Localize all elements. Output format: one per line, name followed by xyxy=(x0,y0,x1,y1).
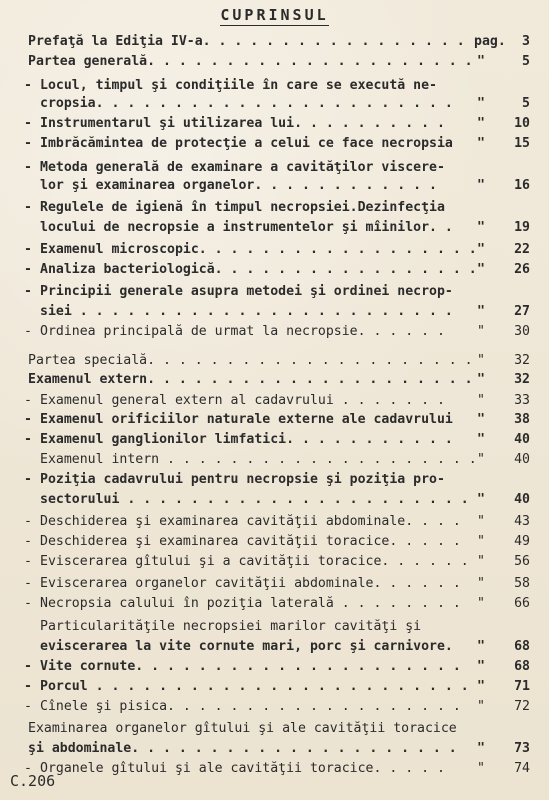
toc-entry-dash: - xyxy=(24,432,32,447)
toc-entry xyxy=(0,114,549,134)
toc-entry-mark: " xyxy=(477,412,485,427)
toc-entry-dash: - xyxy=(24,78,32,93)
toc-entry-page-number: 30 xyxy=(514,324,530,339)
toc-entry-mark: " xyxy=(477,741,485,756)
toc-entry xyxy=(0,430,549,450)
toc-entry xyxy=(0,739,549,759)
toc-entry-page-number: 68 xyxy=(514,659,530,674)
toc-entry-text: Particularităţile necropsiei marilor cavităţi şi xyxy=(40,619,422,634)
toc-entry xyxy=(0,198,549,218)
toc-entry-page-number: 40 xyxy=(514,492,530,507)
toc-entry-mark: " xyxy=(477,554,485,569)
toc-entry-dash: - xyxy=(24,116,32,131)
toc-entry xyxy=(0,302,549,322)
toc-entry-mark: pag. xyxy=(474,34,506,49)
toc-entry-mark: " xyxy=(477,576,485,591)
toc-entry-text: Examenul ganglionilor limfatici. . . . . . . . . . . xyxy=(40,432,453,447)
toc-entry-dash: - xyxy=(24,136,32,151)
toc-entry-page-number: 27 xyxy=(514,304,530,319)
toc-entry-page-number: 15 xyxy=(514,136,530,151)
toc-entry-page-number: 72 xyxy=(514,699,530,714)
toc-entry-mark: " xyxy=(477,534,485,549)
toc-entry-dash: - xyxy=(24,534,32,549)
toc-title-text: CUPRINSUL xyxy=(220,6,329,24)
toc-entry-text: Organele gîtului şi ale cavităţii toracice. . . . . xyxy=(40,761,445,776)
toc-entry-mark: " xyxy=(477,679,485,694)
toc-entry xyxy=(0,76,549,96)
toc-entry xyxy=(0,574,549,594)
toc-entry xyxy=(0,322,549,342)
toc-entry-text: Necropsia calului în poziţia laterală . . . . . . . . xyxy=(40,596,461,611)
toc-entry xyxy=(0,158,549,178)
toc-entry-text: Eviscerarea organelor cavităţii abdominale. . . . . . xyxy=(40,576,461,591)
toc-entry-mark: " xyxy=(477,324,485,339)
toc-entry-page-number: 26 xyxy=(514,262,530,277)
toc-entry-dash: - xyxy=(24,160,32,175)
toc-entry-text: Vite cornute. . . . . . . . . . . . . . . . . . . . . xyxy=(40,659,461,674)
toc-entry-text: şi abdominale. . . . . . . . . . . . . . . . . . . . . xyxy=(28,741,457,756)
toc-entry-text: Deschiderea şi examinarea cavităţii abdominale. . . . xyxy=(40,514,461,529)
toc-entry-dash: - xyxy=(24,699,32,714)
toc-entry-page-number: 3 xyxy=(522,34,530,49)
toc-entry-page-number: 68 xyxy=(514,639,530,654)
toc-entry xyxy=(0,490,549,510)
toc-entry-dash: - xyxy=(24,679,32,694)
toc-entry xyxy=(0,240,549,260)
toc-entry xyxy=(0,282,549,302)
toc-entry-page-number: 49 xyxy=(514,534,530,549)
toc-entry-page-number: 58 xyxy=(514,576,530,591)
toc-entry xyxy=(0,657,549,677)
toc-entry-text: Regulele de igienă în timpul necropsiei.Dezinfecţia xyxy=(40,200,445,215)
toc-entry-page-number: 16 xyxy=(514,178,530,193)
toc-entry-page-number: 56 xyxy=(514,554,530,569)
toc-entry-text: Locul, timpul şi condiţiile în care se execută ne- xyxy=(40,78,437,93)
toc-entry-mark: " xyxy=(477,220,485,235)
toc-entry xyxy=(0,450,549,470)
toc-entry xyxy=(0,552,549,572)
toc-entry-page-number: 32 xyxy=(514,372,530,387)
toc-entry xyxy=(0,532,549,552)
toc-entry-mark: " xyxy=(477,761,485,776)
toc-entry-text: Examenul general extern al cadavrului . . . . . . . xyxy=(40,393,445,408)
toc-entry-dash: - xyxy=(24,242,32,257)
toc-entry-mark: " xyxy=(477,353,485,368)
toc-entry-mark: " xyxy=(477,304,485,319)
toc-entry-page-number: 19 xyxy=(514,220,530,235)
toc-entry-mark: " xyxy=(477,596,485,611)
toc-entry-text: Examenul microscopic. . . . . . . . . . . . . . . . . . xyxy=(40,242,477,257)
toc-entry-text: Instrumentarul şi utilizarea lui. . . . . . . . . . xyxy=(40,116,445,131)
toc-entry-page-number: 22 xyxy=(514,242,530,257)
toc-entry-mark: " xyxy=(477,699,485,714)
toc-entry-dash: - xyxy=(24,200,32,215)
toc-entry xyxy=(0,697,549,717)
toc-entry-text: Eviscerarea gîtului şi a cavităţii toracice. . . . . . xyxy=(40,554,469,569)
toc-entry xyxy=(0,391,549,411)
toc-entry-text: Partea generală. . . . . . . . . . . . . . . . . . . . . xyxy=(28,54,473,69)
toc-entry-text: sectorului . . . . . . . . . . . . . . . . . . . . . . xyxy=(40,492,469,507)
toc-entry-text: Poziţia cadavrului pentru necropsie şi poziţia pro- xyxy=(40,472,445,487)
toc-entry xyxy=(0,594,549,614)
toc-entry-dash: - xyxy=(24,412,32,427)
toc-entry-text: Imbrăcămintea de protecţie a celui ce face necropsia xyxy=(40,136,453,151)
toc-entry-mark: " xyxy=(477,492,485,507)
toc-entry-dash: - xyxy=(24,514,32,529)
toc-entry xyxy=(0,260,549,280)
toc-entry-page-number: 40 xyxy=(514,432,530,447)
page-footer-code: C.206 xyxy=(10,772,56,790)
toc-entry xyxy=(0,719,549,739)
toc-entry xyxy=(0,677,549,697)
toc-entry-mark: " xyxy=(477,178,485,193)
toc-entry-page-number: 10 xyxy=(514,116,530,131)
toc-entry-dash: - xyxy=(24,262,32,277)
toc-entry-text: Analiza bacteriologică. . . . . . . . . . . . . . . . . xyxy=(40,262,477,277)
toc-entry xyxy=(0,134,549,154)
toc-entry-mark: " xyxy=(477,136,485,151)
toc-entry-text: Cînele şi pisica. . . . . . . . . . . . . . . . . . . xyxy=(40,699,461,714)
toc-entry-mark: " xyxy=(477,54,485,69)
toc-entry-mark: " xyxy=(477,452,485,467)
toc-entry-page-number: 73 xyxy=(514,741,530,756)
toc-entry-mark: " xyxy=(477,116,485,131)
toc-entry-page-number: 40 xyxy=(514,452,530,467)
toc-entry-text: Ordinea principală de urmat la necropsie. . . . . . xyxy=(40,324,445,339)
toc-entry-mark: " xyxy=(477,514,485,529)
toc-entry xyxy=(0,370,549,390)
toc-entry-mark: " xyxy=(477,96,485,111)
toc-entry-text: locului de necropsie a instrumentelor şi mîinilor. . xyxy=(40,220,453,235)
toc-entry xyxy=(0,218,549,238)
toc-entry xyxy=(0,617,549,637)
toc-entry-text: Principii generale asupra metodei şi ordinei necrop- xyxy=(40,284,453,299)
toc-entry-text: Examenul orificiilor naturale externe ale cadavrului xyxy=(40,412,453,427)
toc-entry-text: Metoda generală de examinare a cavităţilor viscere- xyxy=(40,160,445,175)
toc-entry-dash: - xyxy=(24,659,32,674)
toc-entry xyxy=(0,52,549,72)
toc-entry xyxy=(0,637,549,657)
toc-entry xyxy=(0,94,549,114)
toc-entry xyxy=(0,410,549,430)
toc-entry-text: Examenul extern. . . . . . . . . . . . . . . . . . . . . xyxy=(28,372,473,387)
toc-entry-text: siei . . . . . . . . . . . . . . . . . . . . . . . . xyxy=(40,304,453,319)
toc-entry-text: Porcul . . . . . . . . . . . . . . . . . . . . . . . . xyxy=(40,679,469,694)
toc-entry-text: Prefaţă la Ediţia IV-a. . . . . . . . . . . . . . . . . xyxy=(28,34,465,49)
toc-entry-dash: - xyxy=(24,324,32,339)
toc-entry-dash: - xyxy=(24,554,32,569)
toc-entry-mark: " xyxy=(477,372,485,387)
toc-entry-page-number: 66 xyxy=(514,596,530,611)
toc-entry-page-number: 74 xyxy=(514,761,530,776)
toc-entry-page-number: 32 xyxy=(514,353,530,368)
toc-entry-dash: - xyxy=(24,761,32,776)
toc-entry-mark: " xyxy=(477,262,485,277)
toc-entry-page-number: 38 xyxy=(514,412,530,427)
toc-entry-dash: - xyxy=(24,576,32,591)
toc-entry-mark: " xyxy=(477,432,485,447)
toc-entry-text: cropsia. . . . . . . . . . . . . . . . . . . . . . . xyxy=(40,96,453,111)
toc-entry-mark: " xyxy=(477,242,485,257)
toc-entry-dash: - xyxy=(24,284,32,299)
toc-entry-page-number: 43 xyxy=(514,514,530,529)
toc-entry-text: Examinarea organelor gîtului şi ale cavităţii toracice xyxy=(28,721,457,736)
toc-entry-text: Deschiderea şi examinarea cavităţii toracice. . . . . xyxy=(40,534,461,549)
toc-entry-text: Examenul intern . . . . . . . . . . . . . . . . . . . . xyxy=(40,452,477,467)
toc-entry xyxy=(0,470,549,490)
toc-entry-text: eviscerarea la vite cornute mari, porc şi carnivore. xyxy=(40,639,453,654)
toc-entry-mark: " xyxy=(477,639,485,654)
toc-entry-mark: " xyxy=(477,393,485,408)
toc-entry-text: Partea specială. . . . . . . . . . . . . . . . . . . . . xyxy=(28,353,473,368)
toc-entry-page-number: 71 xyxy=(514,679,530,694)
toc-entry-page-number: 5 xyxy=(522,96,530,111)
toc-entry-page-number: 33 xyxy=(514,393,530,408)
toc-entry xyxy=(0,351,549,371)
toc-entry-text: lor şi examinarea organelor. . . . . . . . . . . . xyxy=(40,178,437,193)
toc-entry-page-number: 5 xyxy=(522,54,530,69)
toc-entry-dash: - xyxy=(24,393,32,408)
toc-entry xyxy=(0,176,549,196)
toc-entry-mark: " xyxy=(477,659,485,674)
toc-entry-dash: - xyxy=(24,472,32,487)
toc-entry xyxy=(0,759,549,779)
toc-entry xyxy=(0,512,549,532)
toc-entry-dash: - xyxy=(24,596,32,611)
toc-entry xyxy=(0,32,549,52)
